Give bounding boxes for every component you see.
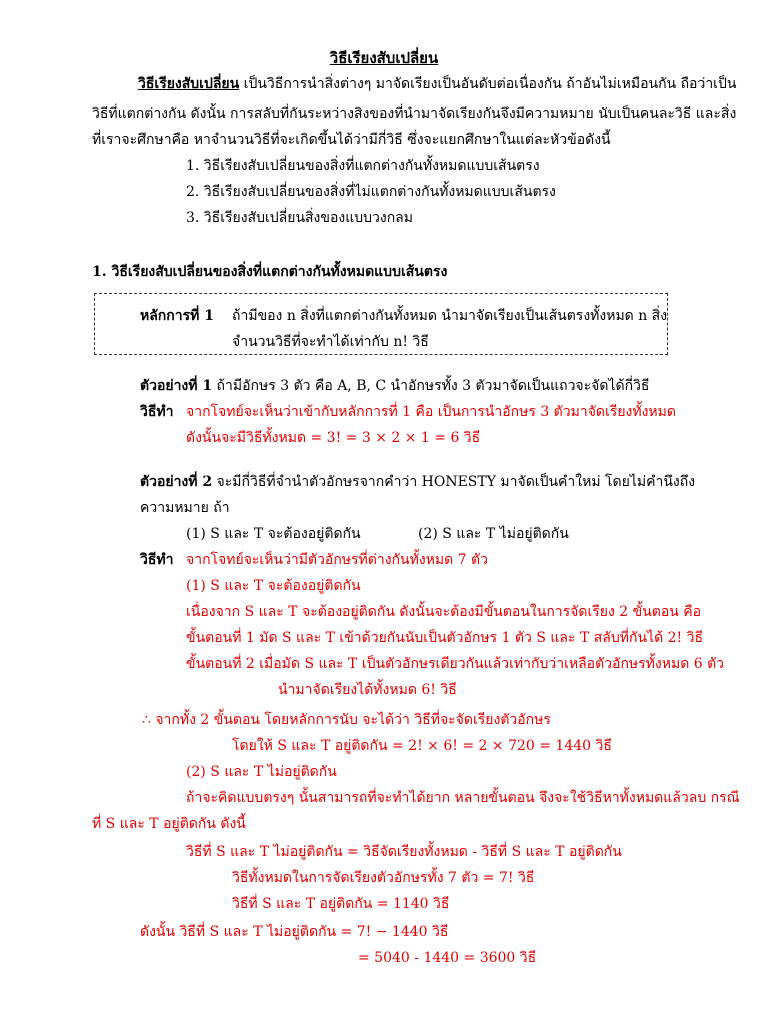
example-1-label: ตัวอย่างที่ 1 xyxy=(140,378,213,394)
topic-item: 1. วิธีเรียงสับเปลี่ยนของสิ่งที่แตกต่างกันทั้งหมดแบบเส้นตรง xyxy=(186,158,540,174)
intro-line-1 xyxy=(138,74,736,94)
example-1-question xyxy=(140,376,649,396)
topic-item: 3. วิธีเรียงสับเปลี่ยนสิ่งของแบบวงกลม xyxy=(186,210,413,226)
topic-item: 2. วิธีเรียงสับเปลี่ยนของสิ่งที่ไม่แตกต่างกันทั้งหมดแบบเส้นตรง xyxy=(186,184,556,200)
example-2-condition-1: (1) S และ T จะต้องอยู่ติดกัน xyxy=(186,526,361,542)
solution-line: ที่ S และ T อยู่ติดกัน ดังนี้ xyxy=(92,816,246,832)
solution-line: (1) S และ T จะต้องอยู่ติดกัน xyxy=(186,578,361,594)
intro-line-3: ที่เราจะศึกษาคือ หาจำนวนวิธีที่จะเกิดขึ้นได้ว่ามีกี่วิธี ซึ่งจะแยกศึกษาในแต่ละหัวข้อดังนี้ xyxy=(92,132,611,148)
intro-term: วิธีเรียงสับเปลี่ยน xyxy=(138,76,240,92)
example-2-question-cont: ความหมาย ถ้า xyxy=(140,500,230,516)
example-2-label: ตัวอย่างที่ 2 xyxy=(140,474,213,490)
solution-line: โดยให้ S และ T อยู่ติดกัน = 2! × 6! = 2 × 720 = 1440 วิธี xyxy=(232,738,612,754)
solution-line: เนื่องจาก S และ T จะต้องอยู่ติดกัน ดังนั้นจะต้องมีขั้นตอนในการจัดเรียง 2 ขั้นตอน คือ xyxy=(186,604,702,620)
example-1-solution-2: ดังนั้นจะมีวิธีทั้งหมด = 3! = 3 × 2 × 1 = 6 วิธี xyxy=(186,430,481,446)
example-2-condition-2: (2) S และ T ไม่อยู่ติดกัน xyxy=(418,526,569,542)
example-2-question xyxy=(140,472,695,492)
principle-text-1: ถ้ามีของ n สิ่งที่แตกต่างกันทั้งหมด นำมาจัดเรียงเป็นเส้นตรงทั้งหมด n สิ่ง xyxy=(232,308,668,324)
example-1-method-label: วิธีทำ xyxy=(140,404,174,420)
solution-line: ดังนั้น วิธีที่ S และ T ไม่อยู่ติดกัน = 7! − 1440 วิธี xyxy=(140,924,449,940)
page-title: วิธีเรียงสับเปลี่ยน xyxy=(329,49,439,67)
intro-line-2: วิธีที่แตกต่างกัน ดังนั้น การสลับที่กันระหว่างสิงของที่นำมาจัดเรียงกันจึงมีความหมาย นับเป็นคนละวิธี และสิ่ง xyxy=(92,106,737,122)
example-2-text: จะมีกี่วิธีที่จำนำตัวอักษรจากคำว่า HONESTY มาจัดเป็นคำใหม่ โดยไม่คำนึงถึง xyxy=(212,474,696,490)
solution-line: ∴ จากทั้ง 2 ขั้นตอน โดยหลักการนับ จะได้ว่า วิธีที่จะจัดเรียงตัวอักษร xyxy=(142,712,551,728)
example-1-text: ถ้ามีอักษร 3 ตัว คือ A, B, C นำอักษรทั้ง 3 ตัวมาจัดเป็นแถวจะจัดได้กี่วิธี xyxy=(212,378,650,394)
solution-line: นำมาจัดเรียงได้ทั้งหมด 6! วิธี xyxy=(278,682,457,698)
principle-label: หลักการที่ 1 xyxy=(140,308,214,324)
solution-line: วิธีทั้งหมดในการจัดเรียงตัวอักษรทั้ง 7 ตัว = 7! วิธี xyxy=(232,870,535,886)
principle-text-2: จำนวนวิธีที่จะทำได้เท่ากับ n! วิธี xyxy=(232,334,429,350)
solution-line: ขั้นตอนที่ 2 เมื่อมัด S และ T เป็นตัวอักษรเดียวกันแล้วเท่ากับว่าเหลือตัวอักษรทั้งหมด 6 ตัว xyxy=(186,656,725,672)
intro-text: เป็นวิธีการนำสิ่งต่างๆ มาจัดเรียงเป็นอันดับต่อเนื่องกัน ถ้าอันไม่เหมือนกัน ถือว่าเป็น xyxy=(239,76,737,92)
solution-line: = 5040 - 1440 = 3600 วิธี xyxy=(358,950,537,966)
example-2-method-label: วิธีทำ xyxy=(140,552,174,568)
section-heading: 1. วิธีเรียงสับเปลี่ยนของสิ่งที่แตกต่างกันทั้งหมดแบบเส้นตรง xyxy=(92,264,448,280)
example-1-solution-1: จากโจทย์จะเห็นว่าเข้ากับหลักการที่ 1 คือ เป็นการนำอักษร 3 ตัวมาจัดเรียงทั้งหมด xyxy=(186,404,676,420)
solution-line: จากโจทย์จะเห็นว่ามีตัวอักษรที่ต่างกันทั้งหมด 7 ตัว xyxy=(186,552,488,568)
solution-line: วิธีที่ S และ T อยู่ติดกัน = 1140 วิธี xyxy=(232,896,450,912)
solution-line: ถ้าจะคิดแบบตรงๆ นั้นสามารถที่จะทำได้ยาก หลายขั้นตอน จึงจะใช้วิธีหาทั้งหมดแล้วลบ กรณี xyxy=(186,790,740,806)
solution-line: ขั้นตอนที่ 1 มัด S และ T เข้าด้วยกันนับเป็นตัวอักษร 1 ตัว S และ T สลับที่กันได้ 2! วิธี xyxy=(186,630,703,646)
solution-line: วิธีที่ S และ T ไม่อยู่ติดกัน = วิธีจัดเรียงทั้งหมด - วิธีที่ S และ T อยู่ติดกัน xyxy=(186,844,622,860)
solution-line: (2) S และ T ไม่อยู่ติดกัน xyxy=(186,764,337,780)
